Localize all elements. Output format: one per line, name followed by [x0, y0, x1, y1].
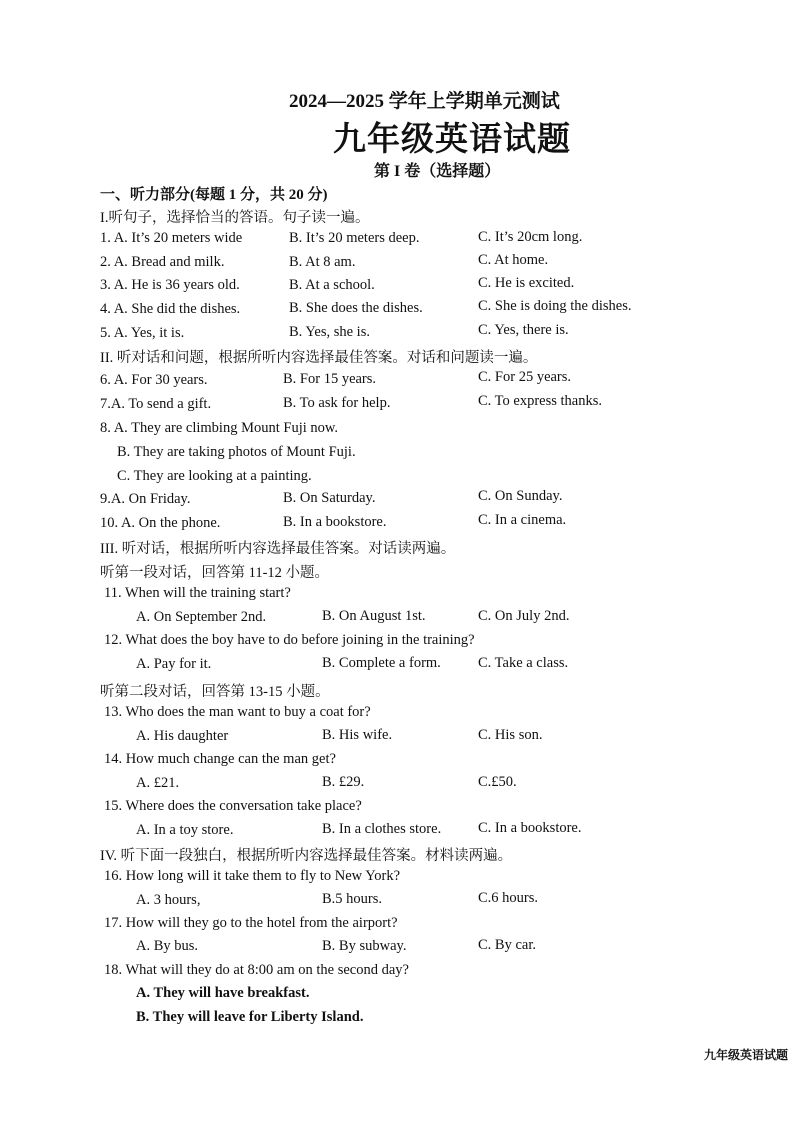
q7-option-a: 7.A. To send a gift.	[100, 396, 212, 412]
q3-option-c: C. He is excited.	[478, 275, 575, 291]
q16-option-c: C.6 hours.	[478, 890, 539, 906]
q5-option-c: C. Yes, there is.	[478, 322, 569, 338]
q10-option-a: 10. A. On the phone.	[100, 515, 221, 531]
q13-option-b: B. His wife.	[322, 727, 393, 743]
q13-option-a: A. His daughter	[136, 728, 229, 744]
exam-title-part: 第 I 卷（选择题）	[374, 163, 501, 180]
q16-option-a: A. 3 hours,	[136, 892, 201, 908]
q8-option-c: C. They are looking at a painting.	[117, 468, 312, 484]
q17-stem: 17. How will they go to the hotel from the airport?	[104, 915, 398, 931]
part4-instruction: IV. 听下面一段独白，根据所听内容选择最佳答案。材料读两遍。	[100, 848, 513, 864]
q6-option-b: B. For 15 years.	[283, 371, 377, 387]
page-footer-label: 九年级英语试题	[703, 1048, 788, 1062]
q18-option-b: B. They will leave for Liberty Island.	[136, 1009, 364, 1025]
q2-option-b: B. At 8 am.	[289, 254, 356, 270]
q12-option-c: C. Take a class.	[478, 655, 569, 671]
q11-option-b: B. On August 1st.	[322, 608, 426, 624]
q8-option-a: 8. A. They are climbing Mount Fuji now.	[100, 420, 339, 436]
q14-option-a: A. £21.	[136, 775, 180, 791]
q4-option-a: 4. A. She did the dishes.	[100, 301, 241, 317]
q11-option-a: A. On September 2nd.	[136, 609, 267, 625]
q9-option-b: B. On Saturday.	[283, 490, 376, 506]
q9-option-c: C. On Sunday.	[478, 488, 563, 504]
q13-stem: 13. Who does the man want to buy a coat for?	[104, 704, 371, 720]
section-heading-listening: 一、听力部分(每题 1 分，共 20 分)	[100, 187, 328, 203]
exam-title-subject: 九年级英语试题	[333, 122, 571, 158]
exam-title-term: 2024—2025 学年上学期单元测试	[289, 91, 560, 112]
q14-stem: 14. How much change can the man get?	[104, 751, 336, 767]
q5-option-b: B. Yes, she is.	[289, 324, 370, 340]
part2-instruction: II. 听对话和问题，根据所听内容选择最佳答案。对话和问题读一遍。	[100, 350, 538, 366]
q4-option-c: C. She is doing the dishes.	[478, 298, 632, 314]
q15-option-b: B. In a clothes store.	[322, 821, 442, 837]
q2-option-a: 2. A. Bread and milk.	[100, 254, 225, 270]
q15-option-a: A. In a toy store.	[136, 822, 234, 838]
q12-option-a: A. Pay for it.	[136, 656, 212, 672]
q12-stem: 12. What does the boy have to do before joining in the training?	[104, 632, 475, 648]
q15-stem: 15. Where does the conversation take place?	[104, 798, 362, 814]
q18-stem: 18. What will they do at 8:00 am on the second day?	[104, 962, 409, 978]
q10-option-c: C. In a cinema.	[478, 512, 567, 528]
q14-option-b: B. £29.	[322, 774, 365, 790]
q8-option-b: B. They are taking photos of Mount Fuji.	[117, 444, 356, 460]
q4-option-b: B. She does the dishes.	[289, 300, 423, 316]
q11-option-c: C. On July 2nd.	[478, 608, 570, 624]
part3-sub1-instruction: 听第一段对话，回答第 11-12 小题。	[100, 565, 330, 581]
q5-option-a: 5. A. Yes, it is.	[100, 325, 185, 341]
q11-stem: 11. When will the training start?	[104, 585, 291, 601]
q17-option-c: C. By car.	[478, 937, 536, 953]
q10-option-b: B. In a bookstore.	[283, 514, 387, 530]
q1-option-c: C. It’s 20cm long.	[478, 229, 583, 245]
q6-option-a: 6. A. For 30 years.	[100, 372, 208, 388]
q18-option-a: A. They will have breakfast.	[136, 985, 310, 1001]
q2-option-c: C. At home.	[478, 252, 549, 268]
q9-option-a: 9.A. On Friday.	[100, 491, 191, 507]
q3-option-a: 3. A. He is 36 years old.	[100, 277, 240, 293]
q16-stem: 16. How long will it take them to fly to New York?	[104, 868, 401, 884]
q13-option-c: C. His son.	[478, 727, 543, 743]
part3-instruction: III. 听对话，根据所听内容选择最佳答案。对话读两遍。	[100, 541, 456, 557]
q6-option-c: C. For 25 years.	[478, 369, 572, 385]
q17-option-b: B. By subway.	[322, 938, 407, 954]
q17-option-a: A. By bus.	[136, 938, 199, 954]
q14-option-c: C.£50.	[478, 774, 517, 790]
part3-sub2-instruction: 听第二段对话，回答第 13-15 小题。	[100, 684, 330, 700]
q12-option-b: B. Complete a form.	[322, 655, 441, 671]
q3-option-b: B. At a school.	[289, 277, 375, 293]
q1-option-a: 1. A. It’s 20 meters wide	[100, 230, 243, 246]
q1-option-b: B. It’s 20 meters deep.	[289, 230, 420, 246]
q7-option-b: B. To ask for help.	[283, 395, 391, 411]
q15-option-c: C. In a bookstore.	[478, 820, 582, 836]
q7-option-c: C. To express thanks.	[478, 393, 602, 409]
q16-option-b: B.5 hours.	[322, 891, 383, 907]
part1-instruction: I.听句子，选择恰当的答语。句子读一遍。	[100, 210, 370, 226]
